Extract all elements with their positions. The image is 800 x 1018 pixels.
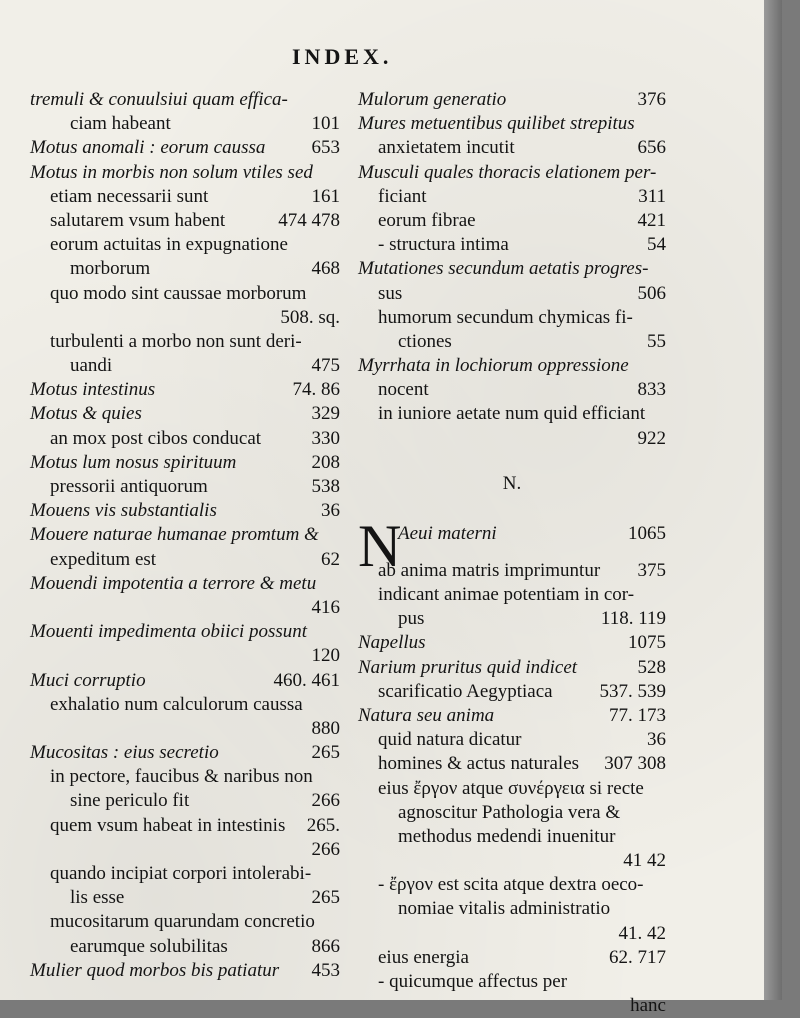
index-entry xyxy=(30,427,340,451)
entry-text: mucositarum quarundam concretio xyxy=(50,911,315,933)
entry-text: Musculi quales thoracis elationem per- xyxy=(358,161,657,183)
index-entry xyxy=(30,185,340,209)
entry-text: sus xyxy=(378,282,403,304)
entry-page-number: 508. sq. xyxy=(280,306,340,328)
index-entry xyxy=(30,378,340,402)
entry-page-number: 41 42 xyxy=(623,850,666,872)
index-entry xyxy=(30,354,340,378)
entry-text: nocent xyxy=(378,379,429,401)
entry-page-number: 266 xyxy=(311,838,340,860)
entry-page-number: 62. 717 xyxy=(609,946,666,968)
entry-page-number: 880 xyxy=(311,717,340,739)
entry-text: Muci corruptio xyxy=(30,669,146,691)
entry-text: eius energia xyxy=(378,946,469,968)
entry-text: ciam habeant xyxy=(70,113,171,135)
entry-page-number: 208 xyxy=(311,451,340,473)
index-entry xyxy=(30,209,340,233)
entry-page-number: 311 xyxy=(638,185,666,207)
entry-page-number: 118. 119 xyxy=(600,608,666,630)
letter-heading: N. xyxy=(502,472,522,494)
entry-page-number: 307 308 xyxy=(604,753,666,775)
entry-text: anxietatem incutit xyxy=(378,137,515,159)
index-entry xyxy=(358,378,666,402)
entry-text: Mucositas : eius secretio xyxy=(30,742,219,764)
entry-text: uandi xyxy=(70,355,113,377)
index-entry xyxy=(358,354,666,378)
entry-page-number: 265. xyxy=(306,814,340,836)
entry-page-number: 161 xyxy=(311,185,340,207)
index-entry xyxy=(30,910,340,934)
entry-text: Motus anomali : eorum caussa xyxy=(30,137,266,159)
entry-page-number: 55 xyxy=(647,330,666,352)
index-entry xyxy=(30,475,340,499)
index-entry xyxy=(30,765,340,789)
index-entry xyxy=(358,559,666,583)
entry-text: Mouendi impotentia a terrore & metu xyxy=(30,572,317,594)
entry-page-number: hanc xyxy=(630,995,666,1017)
entry-page-number: 62 xyxy=(321,548,340,570)
entry-text: expeditum est xyxy=(50,548,157,570)
entry-text: Mutationes secundum aetatis progres- xyxy=(358,258,649,280)
entry-page-number: 376 xyxy=(637,89,666,110)
entry-text: lis esse xyxy=(70,887,125,909)
index-entry xyxy=(30,693,340,717)
index-entry xyxy=(358,257,666,281)
entry-text: quem vsum habeat in intestinis xyxy=(50,814,286,836)
entry-page-number: 1065 xyxy=(628,522,666,544)
entry-text: eorum fibrae xyxy=(378,209,476,231)
index-entry xyxy=(358,330,666,354)
entry-page-number: 375 xyxy=(637,559,666,581)
entry-page-number: 475 xyxy=(311,355,340,377)
index-entry xyxy=(30,741,340,765)
entry-text: morborum xyxy=(70,258,151,280)
entry-page-number: 653 xyxy=(311,137,340,159)
index-entry xyxy=(358,306,666,330)
page-header: INDEX. xyxy=(292,44,393,69)
entry-text: - quicumque affectus per xyxy=(378,971,568,992)
index-entry xyxy=(30,959,340,983)
page-edge-shadow xyxy=(764,0,782,1000)
entry-page-number: 120 xyxy=(311,645,340,667)
entry-text: in iuniore aetate num quid efficiant xyxy=(378,403,646,425)
index-entry xyxy=(30,282,340,306)
entry-text: pressorii antiquorum xyxy=(50,476,208,497)
index-entry xyxy=(358,922,666,946)
entry-text: Motus & quies xyxy=(30,403,142,425)
entry-text: pus xyxy=(398,608,425,630)
entry-text: Mulorum generatio xyxy=(358,89,507,110)
entry-page-number: 265 xyxy=(311,742,340,764)
entry-text: Mouenti impedimenta obiici possunt xyxy=(30,621,308,643)
entry-text: homines & actus naturales xyxy=(378,753,580,775)
entry-text: quid natura dicatur xyxy=(378,729,522,751)
index-entry xyxy=(358,825,666,849)
index-entry xyxy=(358,752,666,776)
index-entry xyxy=(358,897,666,921)
right-column xyxy=(358,88,666,1018)
entry-text: indicant animae potentiam in cor- xyxy=(378,584,635,605)
entry-text: Myrrhata in lochiorum oppressione xyxy=(358,355,629,377)
index-entry xyxy=(358,680,666,704)
entry-page-number: 506 xyxy=(637,282,666,304)
entry-page-number: 866 xyxy=(311,935,340,957)
entry-page-number: 36 xyxy=(647,729,666,751)
index-entry xyxy=(30,935,340,959)
index-entry xyxy=(30,862,340,886)
index-entry xyxy=(30,814,340,838)
entry-page-number: 416 xyxy=(311,596,340,618)
entry-text: methodus medendi inuenitur xyxy=(398,825,616,847)
entry-text: Mouere naturae humanae promtum & xyxy=(30,524,319,546)
entry-text: Mouens vis substantialis xyxy=(30,500,217,522)
entry-text: Motus lum nosus spirituum xyxy=(30,451,237,473)
index-entry xyxy=(358,970,666,994)
entry-page-number: 528 xyxy=(637,656,666,678)
index-entry xyxy=(30,499,340,523)
entry-page-number: 468 xyxy=(311,258,340,280)
index-entry xyxy=(30,886,340,910)
entry-text: Narium pruritus quid indicet xyxy=(358,656,578,678)
right-column-top xyxy=(358,88,666,451)
entry-page-number: 101 xyxy=(311,113,340,135)
index-entry xyxy=(30,717,340,741)
index-entry xyxy=(358,801,666,825)
index-entry xyxy=(358,233,666,257)
entry-text: ab anima matris imprimuntur xyxy=(378,559,601,581)
index-entry xyxy=(358,656,666,680)
entry-page-number: 74. 86 xyxy=(292,379,340,401)
index-entry xyxy=(30,330,340,354)
entry-text: nomiae vitalis administratio xyxy=(398,898,611,920)
entry-text: quando incipiat corpori intolerabi- xyxy=(50,863,312,884)
index-entry xyxy=(358,994,666,1018)
left-column xyxy=(30,88,340,983)
entry-page-number: 537. 539 xyxy=(599,680,666,702)
entry-text: humorum secundum chymicas fi- xyxy=(378,306,633,328)
right-column-bottom xyxy=(358,559,666,1018)
index-entry xyxy=(358,946,666,970)
index-entry xyxy=(30,548,340,572)
entry-page-number: 1075 xyxy=(628,632,666,654)
entry-page-number: 54 xyxy=(647,234,666,256)
entry-text: an mox post cibos conducat xyxy=(50,427,262,449)
entry-page-number: 656 xyxy=(637,137,666,159)
entry-page-number: 922 xyxy=(637,427,666,449)
entry-text: Mures metuentibus quilibet strepitus xyxy=(358,113,635,135)
entry-page-number: 36 xyxy=(321,500,340,522)
index-entry xyxy=(30,112,340,136)
index-entry xyxy=(30,88,340,112)
index-entry xyxy=(30,838,340,862)
entry-text: Mulier quod morbos bis patiatur xyxy=(30,959,280,981)
index-entry xyxy=(358,873,666,897)
index-entry xyxy=(358,631,666,655)
entry-text: in pectore, faucibus & naribus non xyxy=(50,766,313,788)
index-entry xyxy=(358,112,666,136)
entry-text: sine periculo fit xyxy=(70,790,190,812)
index-entry xyxy=(30,451,340,475)
index-entry xyxy=(30,257,340,281)
entry-page-number: 329 xyxy=(311,403,340,425)
index-entry xyxy=(358,777,666,801)
entry-page-number: 453 xyxy=(311,959,340,981)
index-entry xyxy=(30,233,340,257)
entry-text: Motus in morbis non solum vtiles sed xyxy=(30,161,313,183)
entry-text: exhalatio num calculorum caussa xyxy=(50,693,303,715)
index-entry xyxy=(358,402,666,426)
index-entry xyxy=(30,572,340,596)
entry-page-number: 538 xyxy=(311,476,340,497)
index-entry xyxy=(358,607,666,631)
entry-text: tremuli & conuulsiui quam effica- xyxy=(30,89,288,110)
index-entry xyxy=(358,185,666,209)
index-entry xyxy=(30,161,340,185)
entry-page-number: 41. 42 xyxy=(618,922,666,944)
entry-text: - structura intima xyxy=(378,234,509,256)
drop-cap: N xyxy=(358,512,402,579)
index-entry xyxy=(358,849,666,873)
index-entry xyxy=(30,669,340,693)
entry-text: earumque solubilitas xyxy=(70,935,228,957)
entry-page-number: 265 xyxy=(311,887,340,909)
entry-text: Napellus xyxy=(358,632,426,654)
entry-text: Natura seu anima xyxy=(358,704,495,726)
entry-page-number: 833 xyxy=(637,379,666,401)
index-entry xyxy=(30,306,340,330)
index-entry xyxy=(358,583,666,607)
entry-page-number: 460. 461 xyxy=(273,669,340,691)
index-entry xyxy=(30,523,340,547)
entry-text: Aeui materni xyxy=(398,522,497,544)
index-entry xyxy=(358,209,666,233)
entry-page-number: 421 xyxy=(637,209,666,231)
entry-text: quo modo sint caussae morborum xyxy=(50,282,307,304)
entry-text: agnoscitur Pathologia vera & xyxy=(398,801,621,823)
entry-text: etiam necessarii sunt xyxy=(50,185,209,207)
entry-text: scarificatio Aegyptiaca xyxy=(378,680,553,702)
index-entry xyxy=(30,402,340,426)
index-entry xyxy=(30,789,340,813)
entry-page-number: 474 478 xyxy=(278,209,340,231)
entry-text: turbulenti a morbo non sunt deri- xyxy=(50,330,302,352)
entry-page-number: 330 xyxy=(311,427,340,449)
index-entry xyxy=(30,644,340,668)
entry-page-number: 266 xyxy=(311,790,340,812)
index-entry xyxy=(30,620,340,644)
entry-text: Motus intestinus xyxy=(30,379,156,401)
index-entry xyxy=(30,136,340,160)
entry-page-number: 77. 173 xyxy=(609,704,666,726)
index-entry xyxy=(358,282,666,306)
entry-text: - ἔργον est scita atque dextra oeco- xyxy=(378,874,644,896)
entry-text: eius ἔργον atque συνέργεια si recte xyxy=(378,777,644,799)
index-entry xyxy=(358,161,666,185)
index-entry xyxy=(358,88,666,112)
entry-text: ficiant xyxy=(378,185,427,207)
index-entry xyxy=(358,728,666,752)
entry-text: salutarem vsum habent xyxy=(50,209,226,231)
index-entry xyxy=(30,596,340,620)
index-entry xyxy=(358,704,666,728)
index-entry xyxy=(358,427,666,451)
entry-text: eorum actuitas in expugnatione xyxy=(50,234,288,256)
entry-text: ctiones xyxy=(398,330,452,352)
index-entry xyxy=(358,136,666,160)
